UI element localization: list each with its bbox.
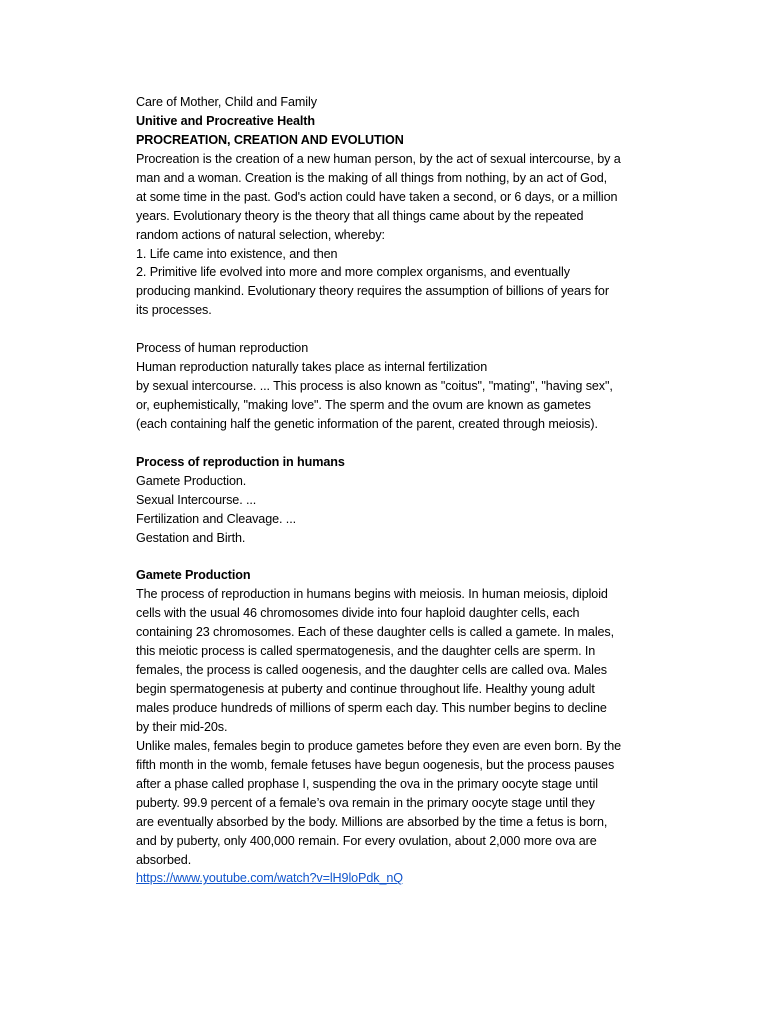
- document-subtitle: Unitive and Procreative Health: [136, 113, 315, 128]
- paragraph-line: or, euphemistically, "making love". The sperm and the ovum are known as gametes: [136, 398, 591, 412]
- course-title: Care of Mother, Child and Family: [136, 95, 317, 109]
- youtube-link[interactable]: https://www.youtube.com/watch?v=lH9loPdk_nQ: [136, 871, 403, 886]
- paragraph-line: this meiotic process is called spermatogenesis, and the daughter cells are sperm. In: [136, 644, 596, 659]
- paragraph-line: Procreation is the creation of a new human person, by the act of sexual intercourse, by a: [136, 151, 621, 166]
- paragraph-line: Human reproduction naturally takes place as internal fertilization: [136, 360, 488, 375]
- blank-line: [136, 548, 696, 567]
- paragraph-line: (each containing half the genetic information of the parent, created through meiosis).: [136, 416, 598, 431]
- paragraph-line: producing mankind. Evolutionary theory requires the assumption of billions of years for: [136, 284, 609, 299]
- paragraph-line: puberty. 99.9 percent of a female’s ova remain in the primary oocyte stage until they: [136, 795, 595, 810]
- list-item: Gestation and Birth.: [136, 530, 246, 545]
- list-item: Sexual Intercourse. ...: [136, 492, 257, 507]
- paragraph-line: males produce hundreds of millions of sperm each day. This number begins to decline: [136, 701, 607, 715]
- paragraph-line: absorbed.: [136, 852, 192, 867]
- list-item: 1. Life came into existence, and then: [136, 246, 338, 261]
- list-item: Fertilization and Cleavage. ...: [136, 511, 297, 526]
- paragraph-line: after a phase called prophase I, suspending the ova in the primary oocyte stage until: [136, 776, 598, 791]
- paragraph-line: are eventually absorbed by the body. Millions are absorbed by the time a fetus is born,: [136, 814, 608, 829]
- paragraph-line: and by puberty, only 400,000 remain. For every ovulation, about 2,000 more ova are: [136, 833, 597, 848]
- paragraph-line: begin spermatogenesis at puberty and continue throughout life. Healthy young adult: [136, 682, 595, 697]
- paragraph-line: fifth month in the womb, female fetuses have begun oogenesis, but the process pauses: [136, 757, 615, 772]
- list-item: Gamete Production.: [136, 473, 247, 488]
- paragraph-line: years. Evolutionary theory is the theory that all things came about by the repeated: [136, 208, 584, 223]
- paragraph-line: The process of reproduction in humans begins with meiosis. In human meiosis, diploid: [136, 587, 608, 602]
- section-heading-gamete-production: Gamete Production: [136, 568, 251, 583]
- section-heading-reproduction-steps: Process of reproduction in humans: [136, 454, 345, 469]
- blank-line: [136, 320, 696, 339]
- blank-line: [136, 434, 696, 453]
- paragraph-line: cells with the usual 46 chromosomes divide into four haploid daughter cells, each: [136, 606, 580, 621]
- paragraph-line: at some time in the past. God's action could have taken a second, or 6 days, or a million: [136, 189, 618, 204]
- paragraph-line: containing 23 chromosomes. Each of these daughter cells is called a gamete. In males,: [136, 625, 615, 640]
- section-heading-human-reproduction: Process of human reproduction: [136, 341, 309, 356]
- paragraph-line: by their mid-20s.: [136, 719, 228, 734]
- paragraph-line: females, the process is called oogenesis, and the daughter cells are called ova. Males: [136, 663, 607, 678]
- paragraph-line: its processes.: [136, 303, 212, 318]
- paragraph-line: by sexual intercourse. ... This process is also known as "coitus", "mating", "having sex",: [136, 379, 613, 394]
- document-page: [136, 93, 696, 888]
- paragraph-line: Unlike males, females begin to produce gametes before they even are even born. By the: [136, 738, 622, 753]
- paragraph-line: random actions of natural selection, whereby:: [136, 227, 385, 242]
- list-item: 2. Primitive life evolved into more and more complex organisms, and eventually: [136, 265, 570, 280]
- section-heading-procreation: PROCREATION, CREATION AND EVOLUTION: [136, 132, 404, 147]
- paragraph-line: man and a woman. Creation is the making of all things from nothing, by an act of God,: [136, 170, 608, 185]
